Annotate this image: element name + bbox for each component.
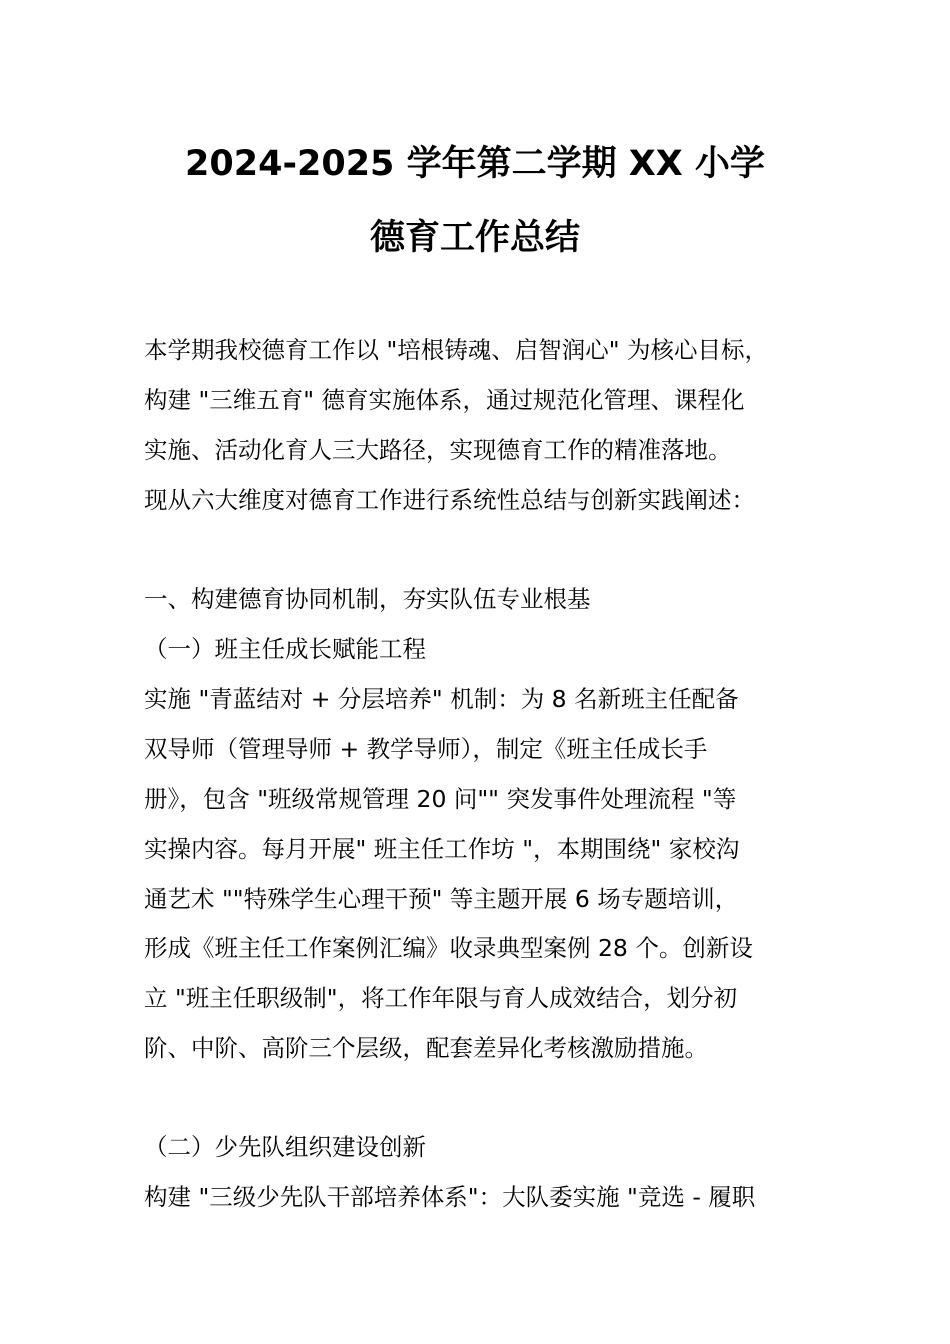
body-line-8: 阶、中阶、高阶三个层级，配套差异化考核激励措施。 — [144, 1034, 708, 1062]
body-line-5: 通艺术 ""特殊学生心理干预" 等主题开展 6 场专题培训， — [144, 885, 739, 913]
document-title-line-2: 德育工作总结 — [369, 218, 580, 258]
intro-line-4: 现从六大维度对德育工作进行系统性总结与创新实践阐述： — [144, 486, 755, 514]
body-line-1: 实施 "青蓝结对 + 分层培养" 机制：为 8 名新班主任配备 — [144, 685, 739, 713]
document-title-line-1: 2024-2025 学年第二学期 XX 小学 — [185, 144, 765, 184]
section-heading-1: 一、构建德育协同机制，夯实队伍专业根基 — [144, 585, 591, 613]
subsection-heading-1-1: （一）班主任成长赋能工程 — [144, 635, 426, 663]
subsection-heading-1-2: （二）少先队组织建设创新 — [144, 1133, 426, 1161]
body-line-3: 册》，包含 "班级常规管理 20 问"" 突发事件处理流程 "等 — [144, 785, 737, 813]
body-line-4: 实操内容。每月开展" 班主任工作坊 "，本期围绕" 家校沟 — [144, 835, 740, 863]
body-line-9: 构建 "三级少先队干部培养体系"：大队委实施 "竞选 - 履职 — [144, 1183, 756, 1211]
body-line-6: 形成《班主任工作案例汇编》收录典型案例 28 个。创新设 — [144, 934, 753, 962]
intro-line-1: 本学期我校德育工作以 "培根铸魂、启智润心" 为核心目标， — [144, 336, 769, 364]
body-line-2: 双导师（管理导师 + 教学导师），制定《班主任成长手 — [144, 735, 708, 763]
intro-line-2: 构建 "三维五育" 德育实施体系，通过规范化管理、课程化 — [144, 386, 745, 414]
intro-line-3: 实施、活动化育人三大路径，实现德育工作的精准落地。 — [144, 436, 732, 464]
body-line-7: 立 "班主任职级制"，将工作年限与育人成效结合，划分初 — [144, 984, 738, 1012]
